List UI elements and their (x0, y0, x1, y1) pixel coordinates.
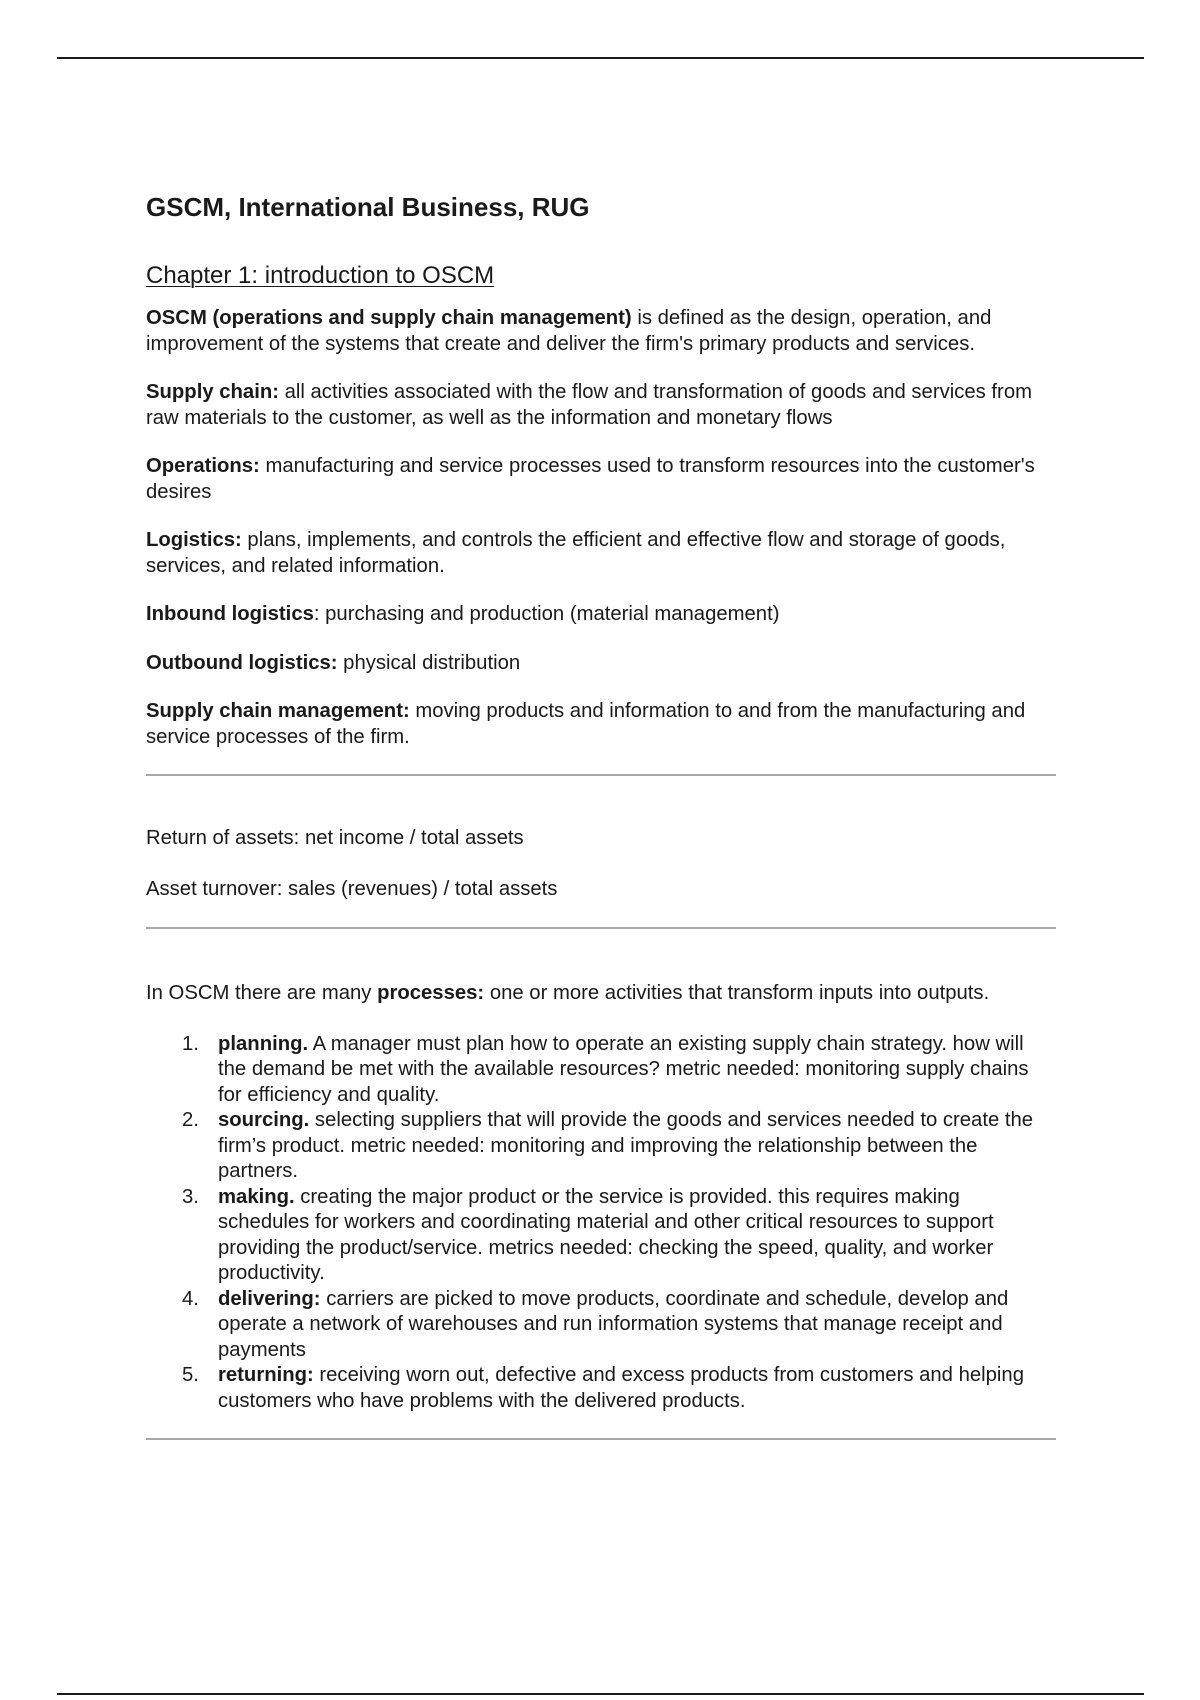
processes-term: processes: (377, 982, 485, 1004)
step-text: selecting suppliers that will provide the goods and services needed to create the firm’s product. metric needed: monitoring and improving the relationship between the partners. (218, 1109, 1034, 1182)
step-text: carriers are picked to move products, coordinate and schedule, develop and operate a network of warehouses and run information systems that manage receipt and payments (218, 1287, 1009, 1361)
definition-supply-chain (146, 380, 1056, 431)
process-step-planning (146, 1032, 1056, 1109)
page-bottom-rule (57, 1693, 1144, 1695)
definition-logistics (146, 528, 1056, 579)
section-divider (146, 774, 1056, 776)
definition-supply-chain-management (146, 699, 1056, 750)
definition-term: Supply chain management: (146, 700, 410, 722)
definition-term: Inbound logistics (146, 603, 314, 625)
ratio-asset-turnover: Asset turnover: sales (revenues) / total assets (146, 877, 558, 900)
step-text: receiving worn out, defective and excess products from customers and helping customers who have problems with the delivered products. (218, 1364, 1024, 1412)
ratio-return-of-assets: Return of assets: net income / total assets (146, 827, 524, 849)
processes-intro-before: In OSCM there are many (146, 982, 378, 1004)
step-number: 2. (182, 1109, 199, 1131)
definition-term: Supply chain: (146, 381, 279, 403)
processes-intro-after: one or more activities that transform inputs into outputs. (484, 982, 990, 1004)
step-text: creating the major product or the service is provided. this requires making schedules for workers and coordinating material and other critical resources to support providing the product/service. metrics needed: checking the speed, quality, and worker productivity. (218, 1185, 994, 1284)
step-name: sourcing. (218, 1109, 310, 1131)
step-name: delivering: (218, 1287, 321, 1310)
definition-text: all activities associated with the flow and transformation of goods and services from raw materials to the customer, as well as the information and monetary flows (146, 381, 1032, 429)
document-body (146, 190, 1056, 1440)
step-number: 4. (182, 1287, 199, 1310)
definition-oscm (146, 306, 1056, 357)
definition-inbound-logistics (146, 602, 1056, 628)
definition-term: Operations: (146, 455, 260, 477)
process-steps-list (146, 1032, 1056, 1415)
definition-text: plans, implements, and controls the efficient and effective flow and storage of goods, services, and related information. (146, 529, 1006, 577)
definition-text: moving products and information to and from the manufacturing and service processes of the firm. (146, 700, 1026, 748)
processes-intro (146, 981, 1056, 1007)
section-divider (146, 1438, 1056, 1440)
definition-text: manufacturing and service processes used to transform resources into the customer's desires (146, 455, 1035, 503)
definition-text: : purchasing and production (material management) (313, 603, 780, 625)
process-step-delivering (146, 1287, 1056, 1364)
definition-term: Logistics: (146, 529, 242, 551)
step-name: making. (218, 1185, 295, 1208)
step-number: 1. (182, 1032, 199, 1055)
section-divider (146, 927, 1056, 929)
step-text: A manager must plan how to operate an existing supply chain strategy. how will the demand be met with the available resources? metric needed: monitoring supply chains for efficiency and quality. (218, 1032, 1029, 1106)
step-name: planning. (218, 1032, 309, 1055)
step-name: returning: (218, 1364, 314, 1386)
step-number: 3. (182, 1185, 199, 1208)
definition-operations (146, 454, 1056, 505)
process-step-making (146, 1185, 1056, 1287)
document-title: GSCM, International Business, RUG (146, 192, 590, 222)
definition-term: OSCM (operations and supply chain management) (146, 307, 632, 329)
page-top-rule (57, 57, 1144, 59)
ratios-list (146, 826, 1056, 902)
step-number: 5. (182, 1364, 199, 1386)
process-step-sourcing (146, 1108, 1056, 1185)
definition-term: Outbound logistics: (146, 651, 338, 674)
definitions-list (146, 306, 1056, 750)
definition-outbound-logistics (146, 651, 1056, 677)
process-step-returning (146, 1363, 1056, 1414)
chapter-heading: Chapter 1: introduction to OSCM (146, 262, 495, 289)
definition-text: is defined as the design, operation, and improvement of the systems that create and deliver the firm's primary products and services. (146, 307, 992, 355)
definition-text: physical distribution (337, 651, 521, 674)
